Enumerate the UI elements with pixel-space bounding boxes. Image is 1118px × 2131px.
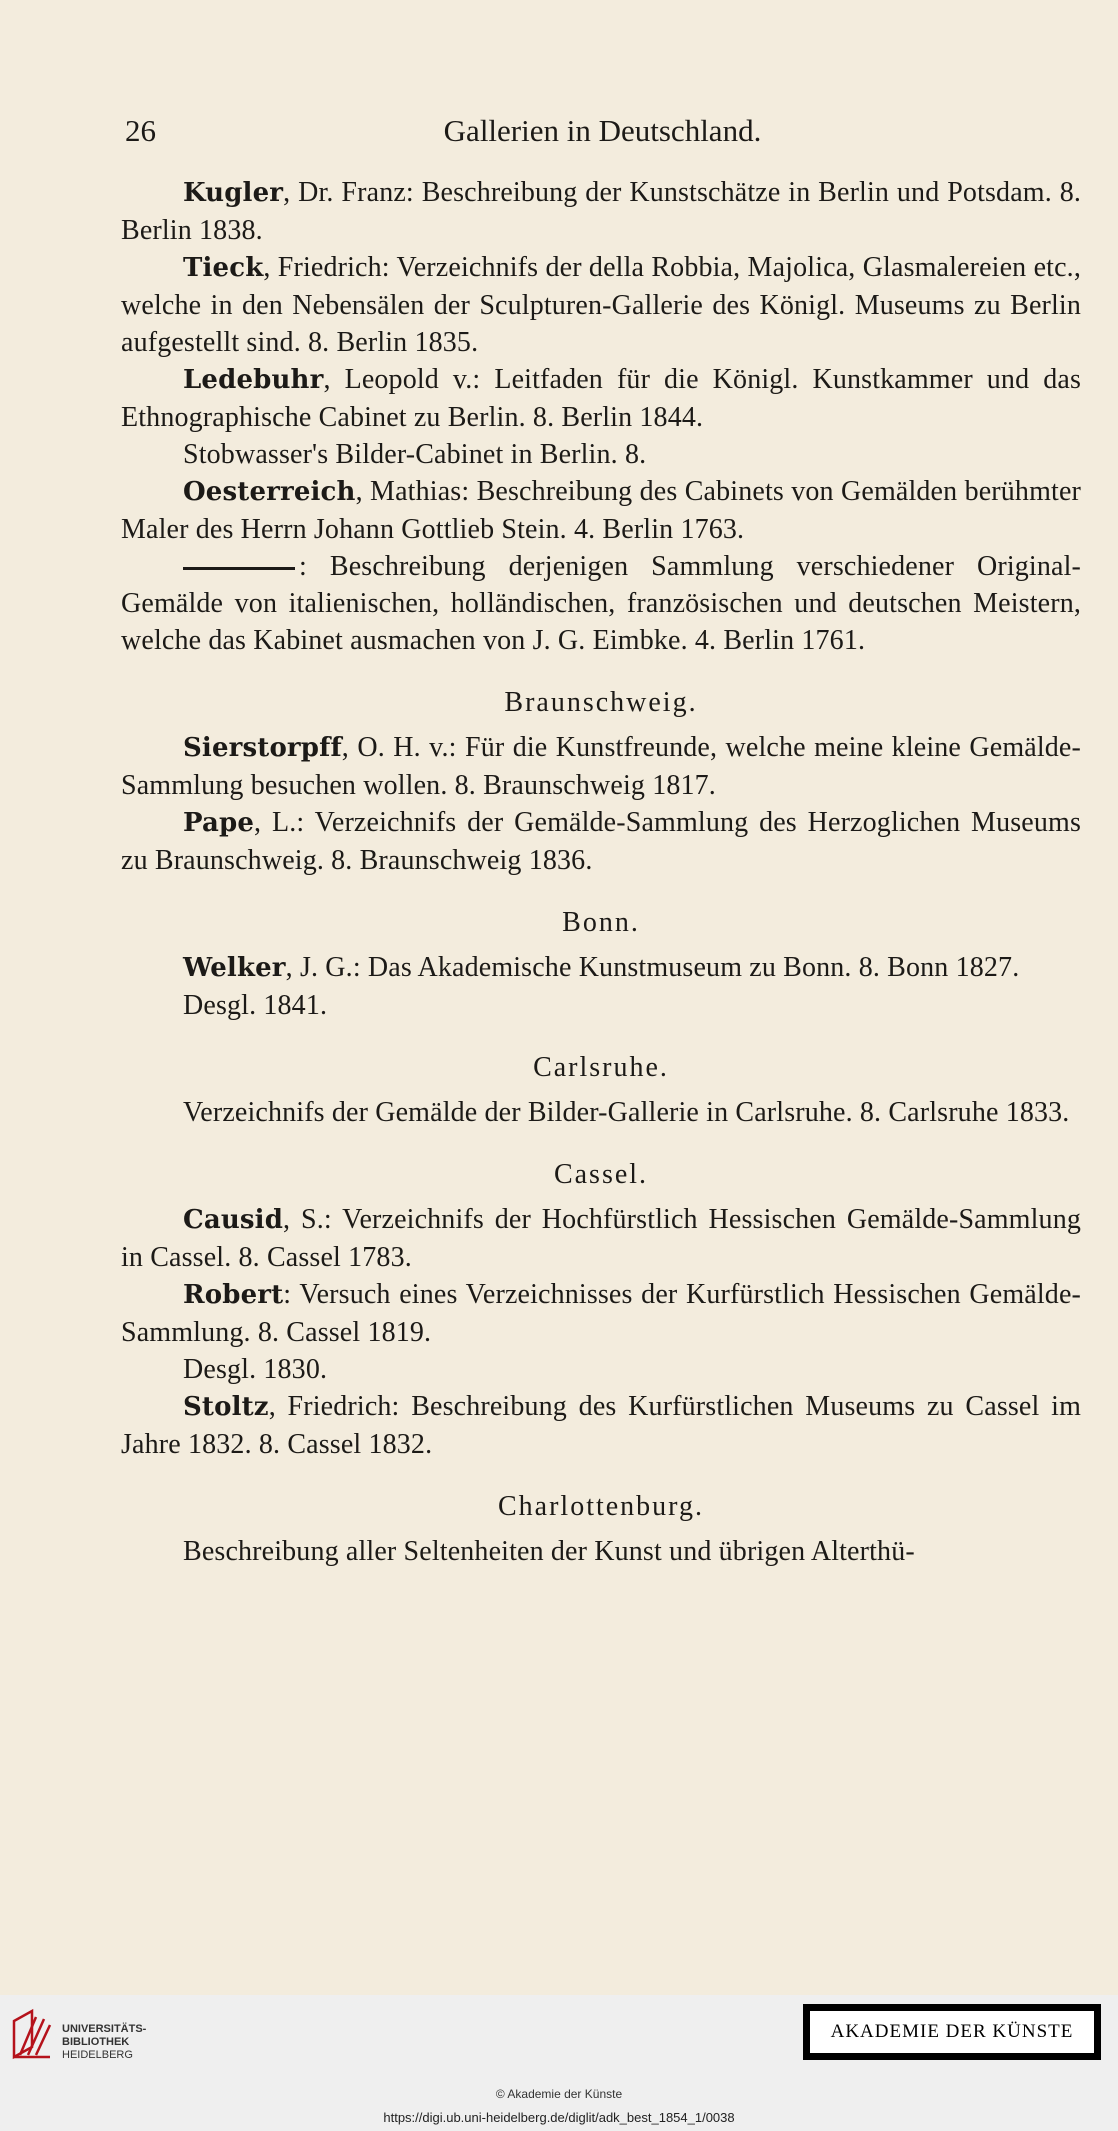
akademie-logo-text: AKADEMIE DER KÜNSTE bbox=[810, 2011, 1094, 2053]
entry-text: , Friedrich: Verzeichnifs der della Robbia, Majolica, Glasmalereien etc., welche in den Nebensälen der Sculpturen-Gallerie des Königl. Museums zu Berlin aufgestellt sind. 8. Berlin 1835. bbox=[121, 252, 1081, 358]
entry-text: , S.: Verzeichnifs der Hochfürstlich Hessischen Gemälde-Sammlung in Cassel. 8. Cassel 1783. bbox=[121, 1204, 1081, 1273]
author-name: Ledebuhr bbox=[183, 365, 324, 395]
university-library-logo[interactable] bbox=[10, 2005, 160, 2065]
heidelberg-logo-icon bbox=[10, 2005, 54, 2065]
entry-tieck bbox=[121, 249, 1081, 361]
entry-text: : Versuch eines Verzeichnisses der Kurfürstlich Hessischen Gemälde-Sammlung. 8. Cassel 1819. bbox=[121, 1279, 1081, 1348]
entry-text: : Beschreibung derjenigen Sammlung verschiedener Original-Gemälde von italienischen, holländischen, französischen und deutschen Meistern, welche das Kabinet ausmachen von J. G. Eimbke. 4. Berlin 1761. bbox=[121, 551, 1081, 656]
author-name: Tieck bbox=[183, 253, 264, 283]
library-name bbox=[62, 2023, 146, 2062]
page-body bbox=[121, 174, 1081, 1570]
section-heading-cassel: Cassel. bbox=[553, 1159, 649, 1190]
library-name-line2: BIBLIOTHEK bbox=[62, 2036, 130, 2048]
entry-text: , J. G.: Das Akademische Kunstmuseum zu Bonn. 8. Bonn 1827. bbox=[285, 952, 1020, 983]
entry-text: , Mathias: Beschreibung des Cabinets von Gemälden berühmter Maler des Herrn Johann Gottlieb Stein. 4. Berlin 1763. bbox=[121, 476, 1081, 545]
page-number: 26 bbox=[125, 113, 156, 148]
copyright-notice: © Akademie der Künste bbox=[495, 2087, 623, 2101]
author-name: Kugler bbox=[183, 178, 284, 208]
author-name: Robert bbox=[183, 1280, 284, 1310]
running-header bbox=[125, 110, 1080, 152]
entry-text: , L.: Verzeichnifs der Gemälde-Sammlung des Herzoglichen Museums zu Braunschweig. 8. Braunschweig 1836. bbox=[121, 807, 1081, 876]
entry-desgl-1841: Desgl. 1841. bbox=[183, 990, 328, 1021]
author-name: Causid bbox=[183, 1205, 284, 1235]
entry-stobwasser: Stobwasser's Bilder-Cabinet in Berlin. 8. bbox=[183, 439, 647, 470]
entry-text: , Leopold v.: Leitfaden für die Königl. Kunstkammer und das Ethnographische Cabinet zu Berlin. 8. Berlin 1844. bbox=[121, 364, 1081, 433]
entry-ledebuhr bbox=[121, 361, 1081, 436]
entry-text: , O. H. v.: Für die Kunstfreunde, welche meine kleine Gemälde-Sammlung besuchen wollen. 8. Braunschweig 1817. bbox=[121, 732, 1081, 801]
section-heading-braunschweig: Braunschweig. bbox=[504, 687, 698, 718]
entry-causid bbox=[121, 1201, 1081, 1276]
author-name: Oesterreich bbox=[183, 477, 356, 507]
running-title: Gallerien in Deutschland. bbox=[443, 113, 762, 148]
ditto-dash bbox=[183, 567, 295, 570]
section-heading-charlottenburg: Charlottenburg. bbox=[497, 1491, 704, 1522]
entry-carlsruhe-verzeichnis: Verzeichnifs der Gemälde der Bilder-Gallerie in Carlsruhe. 8. Carlsruhe 1833. bbox=[183, 1097, 1070, 1128]
entry-sierstorpff bbox=[121, 729, 1081, 804]
author-name: Welker bbox=[183, 953, 286, 983]
section-heading-carlsruhe: Carlsruhe. bbox=[533, 1052, 669, 1083]
entry-welker bbox=[121, 949, 1081, 987]
entry-text: , Dr. Franz: Beschreibung der Kunstschätze in Berlin und Potsdam. 8. Berlin 1838. bbox=[121, 177, 1081, 246]
library-name-line1: UNIVERSITÄTS- bbox=[62, 2023, 147, 2035]
author-name: Sierstorpff bbox=[183, 733, 342, 763]
library-name-line3: HEIDELBERG bbox=[62, 2049, 133, 2061]
entry-kugler bbox=[121, 174, 1081, 249]
entry-robert bbox=[121, 1276, 1081, 1351]
entry-stoltz bbox=[121, 1388, 1081, 1463]
permalink-url[interactable]: https://digi.ub.uni-heidelberg.de/diglit/adk_best_1854_1/0038 bbox=[383, 2110, 735, 2125]
entry-desgl-1830: Desgl. 1830. bbox=[183, 1354, 328, 1385]
author-name: Stoltz bbox=[183, 1392, 269, 1422]
entry-text: , Friedrich: Beschreibung des Kurfürstlichen Museums zu Cassel im Jahre 1832. 8. Cassel 1832. bbox=[121, 1391, 1081, 1460]
viewer-footer bbox=[0, 1995, 1118, 2131]
entry-pape bbox=[121, 804, 1081, 879]
section-heading-bonn: Bonn. bbox=[562, 907, 640, 938]
author-name: Pape bbox=[183, 808, 255, 838]
entry-charlottenburg-beschreibung: Beschreibung aller Seltenheiten der Kunst und übrigen Alterthü- bbox=[183, 1536, 915, 1567]
akademie-logo[interactable] bbox=[803, 2004, 1101, 2060]
entry-ditto-dash bbox=[121, 548, 1081, 659]
entry-oesterreich bbox=[121, 473, 1081, 548]
